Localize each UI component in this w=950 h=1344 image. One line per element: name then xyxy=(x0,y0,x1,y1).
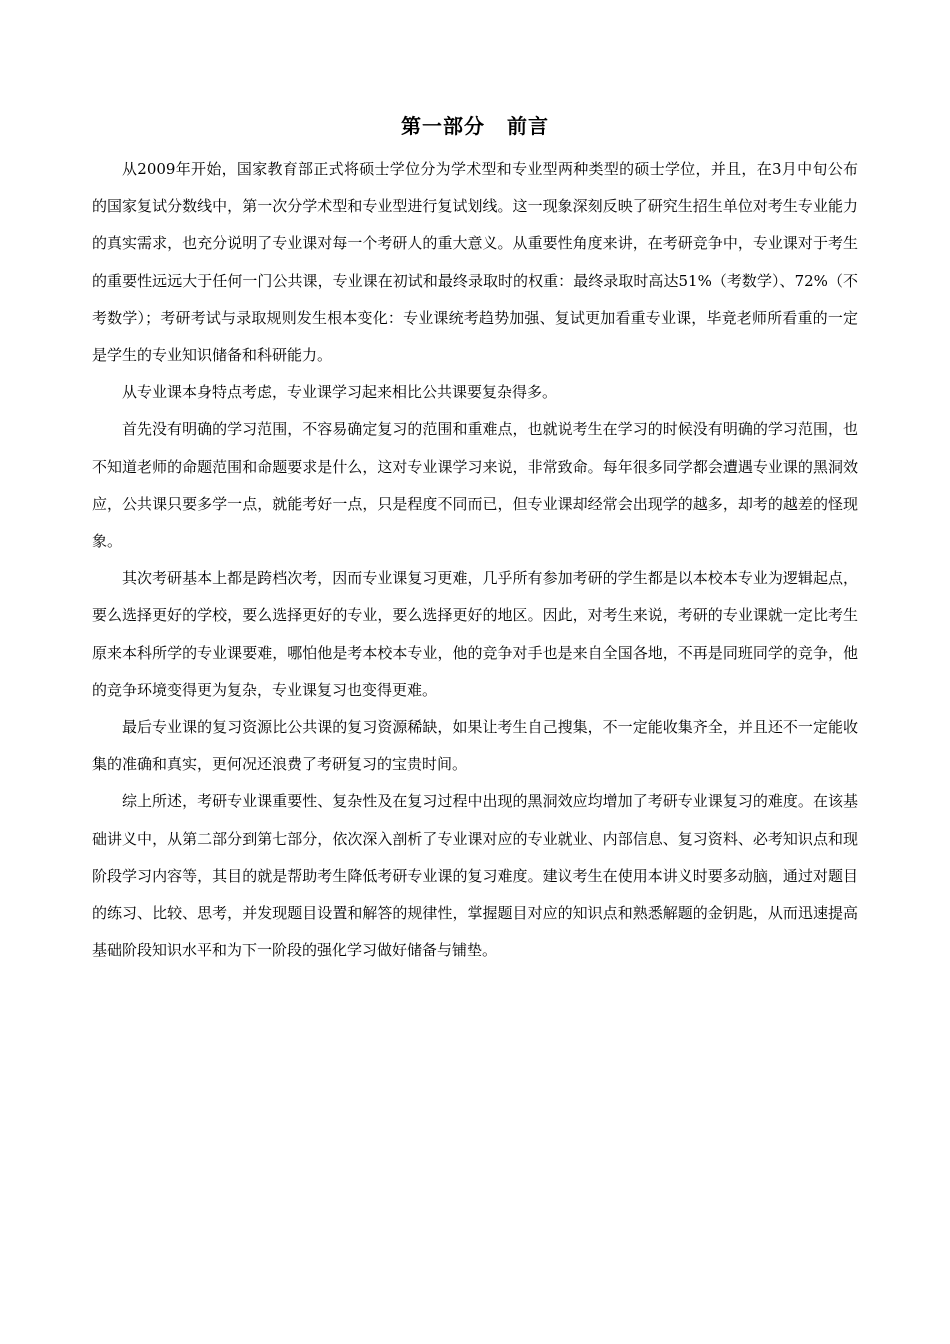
page-title xyxy=(0,112,950,140)
title-part-number: 第一部分 xyxy=(401,114,485,138)
paragraph-last: 最后专业课的复习资源比公共课的复习资源稀缺，如果让考生自己搜集，不一定能收集齐全，并且还不一定能收集的准确和真实，更何况还浪费了考研复习的宝贵时间。 xyxy=(92,718,858,774)
document-body xyxy=(92,151,858,969)
paragraph-intro: 从2009年开始，国家教育部正式将硕士学位分为学术型和专业型两种类型的硕士学位，并且，在3月中旬公布的国家复试分数线中，第一次分学术型和专业型进行复试划线。这一现象深刻反映了研究生招生单位对考生专业能力的真实需求，也充分说明了专业课对每一个考研人的重大意义。从重要性角度来讲，在考研竞争中，专业课对于考生的重要性远远大于任何一门公共课，专业课在初试和最终录取时的权重：最终录取时高达51%（考数学）、72%（不考数学）；考研考试与录取规则发生根本变化：专业课统考趋势加强、复试更加看重专业课，毕竟老师所看重的一定是学生的专业知识储备和科研能力。 xyxy=(92,160,858,365)
paragraph-characteristics: 从专业课本身特点考虑，专业课学习起来相比公共课要复杂得多。 xyxy=(122,383,558,402)
paragraph-first: 首先没有明确的学习范围，不容易确定复习的范围和重难点，也就说考生在学习的时候没有明确的学习范围，也不知道老师的命题范围和命题要求是什么，这对专业课学习来说，非常致命。每年很多同学都会遭遇专业课的黑洞效应，公共课只要多学一点，就能考好一点，只是程度不同而已，但专业课却经常会出现学的越多，却考的越差的怪现象。 xyxy=(92,420,858,551)
paragraph-summary: 综上所述，考研专业课重要性、复杂性及在复习过程中出现的黑洞效应均增加了考研专业课复习的难度。在该基础讲义中，从第二部分到第七部分，依次深入剖析了专业课对应的专业就业、内部信息、复习资料、必考知识点和现阶段学习内容等，其目的就是帮助考生降低考研专业课的复习难度。建议考生在使用本讲义时要多动脑，通过对题目的练习、比较、思考，并发现题目设置和解答的规律性，掌握题目对应的知识点和熟悉解题的金钥匙，从而迅速提高基础阶段知识水平和为下一阶段的强化学习做好储备与铺垫。 xyxy=(92,792,858,960)
paragraph-second: 其次考研基本上都是跨档次考，因而专业课复习更难，几乎所有参加考研的学生都是以本校本专业为逻辑起点，要么选择更好的学校，要么选择更好的专业，要么选择更好的地区。因此，对考生来说，考研的专业课就一定比考生原来本科所学的专业课要难，哪怕他是考本校本专业，他的竞争对手也是来自全国各地，不再是同班同学的竞争，他的竞争环境变得更为复杂，专业课复习也变得更难。 xyxy=(92,569,858,699)
title-section-name: 前言 xyxy=(507,114,549,138)
